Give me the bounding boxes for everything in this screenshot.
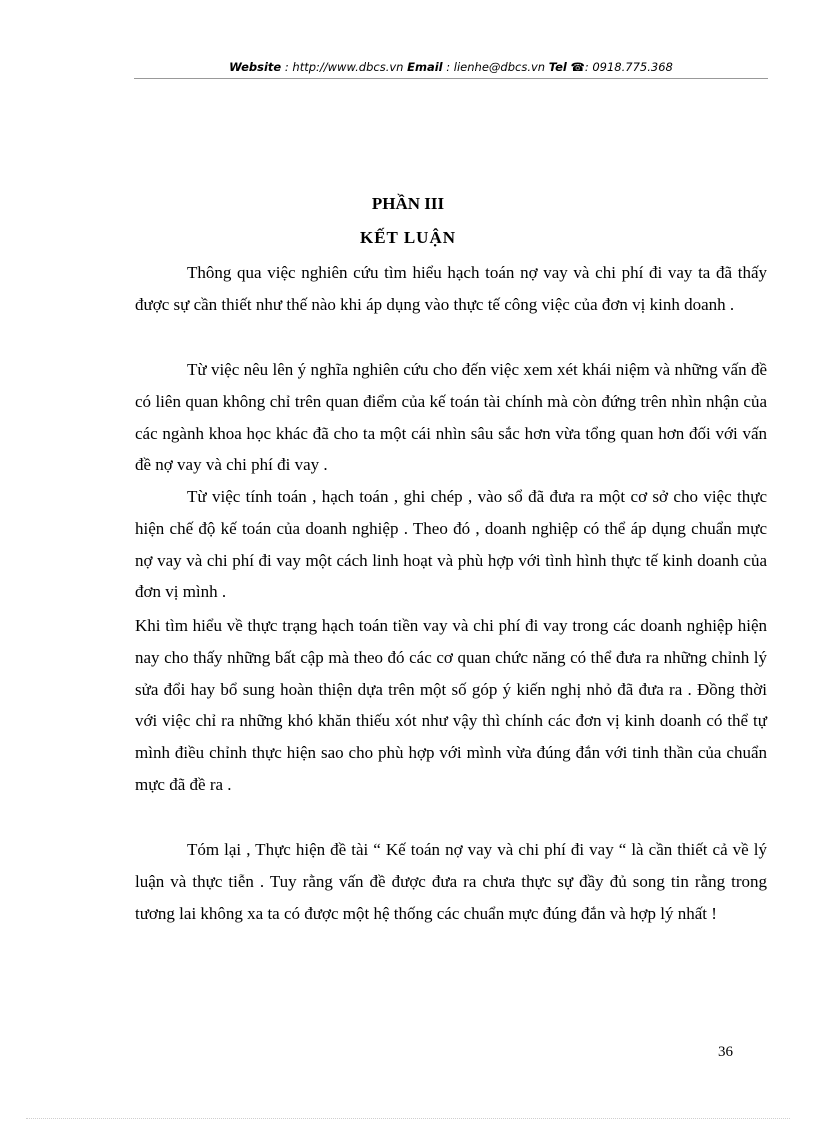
header-divider [134, 78, 768, 79]
phone-icon: ☎ [570, 60, 585, 74]
paragraph-4: Khi tìm hiểu về thực trạng hạch toán tiền vay và chi phí đi vay trong các doanh nghiệp hiện nay cho thấy những bất cập mà theo đó các cơ quan chức năng có thể đưa ra những chỉnh lý sửa đổi hay bổ sung hoàn thiện dựa trên một số góp ý kiến nghị nhỏ đã đưa ra . Đồng thời với việc chỉ ra những khó khăn thiếu xót như vậy thì chính các đơn vị kinh doanh có thể tự mình điều chỉnh thực hiện sao cho phù hợp với mình vừa đúng đắn với tinh thần của chuẩn mực đã đề ra . [135, 616, 767, 794]
section-number: PHẦN III [371, 194, 445, 213]
page-header [134, 60, 768, 74]
paragraph-5: Tóm lại , Thực hiện đề tài “ Kế toán nợ vay và chi phí đi vay “ là cần thiết cả về lý luận và thực tiễn . Tuy rằng vấn đề được đưa ra chưa thực sự đầy đủ song tin rằng trong tương lai không xa ta có được một hệ thống các chuẩn mực đúng đắn và hợp lý nhất ! [135, 840, 767, 923]
email-label: Email [407, 60, 443, 74]
email-value: lienhe@dbcs.vn [453, 60, 546, 74]
paragraph-3: Từ việc tính toán , hạch toán , ghi chép , vào sổ đã đưa ra một cơ sở cho việc thực hiện chế độ kế toán của doanh nghiệp . Theo đó , doanh nghiệp có thể áp dụng chuẩn mực nợ vay và chi phí đi vay một cách linh hoạt và phù hợp với tình hình thực tế kinh doanh của đơn vị mình . [135, 487, 767, 602]
website-separator: : [281, 60, 293, 74]
email-separator: : [442, 60, 454, 74]
footer-divider [26, 1118, 790, 1119]
tel-separator: : [584, 60, 593, 74]
website-label: Website [229, 60, 282, 74]
paragraph-2: Từ việc nêu lên ý nghĩa nghiên cứu cho đến việc xem xét khái niệm và những vấn đề có liên quan không chỉ trên quan điểm của kế toán tài chính mà còn đứng trên nhìn nhận của các ngành khoa học khác đã cho ta một cái nhìn sâu sắc hơn vừa tổng quan hơn đối với vấn đề nợ vay và chi phí đi vay . [135, 360, 767, 475]
website-value: http://www.dbcs.vn [292, 60, 404, 74]
section-title: KẾT LUẬN [359, 228, 456, 247]
tel-label: Tel [548, 60, 567, 74]
tel-value: 0918.775.368 [592, 60, 673, 74]
paragraph-1: Thông qua việc nghiên cứu tìm hiểu hạch toán nợ vay và chi phí đi vay ta đã thấy được sự cần thiết như thế nào khi áp dụng vào thực tế công việc của đơn vị kinh doanh . [135, 263, 767, 314]
page-number: 36 [718, 1044, 733, 1060]
